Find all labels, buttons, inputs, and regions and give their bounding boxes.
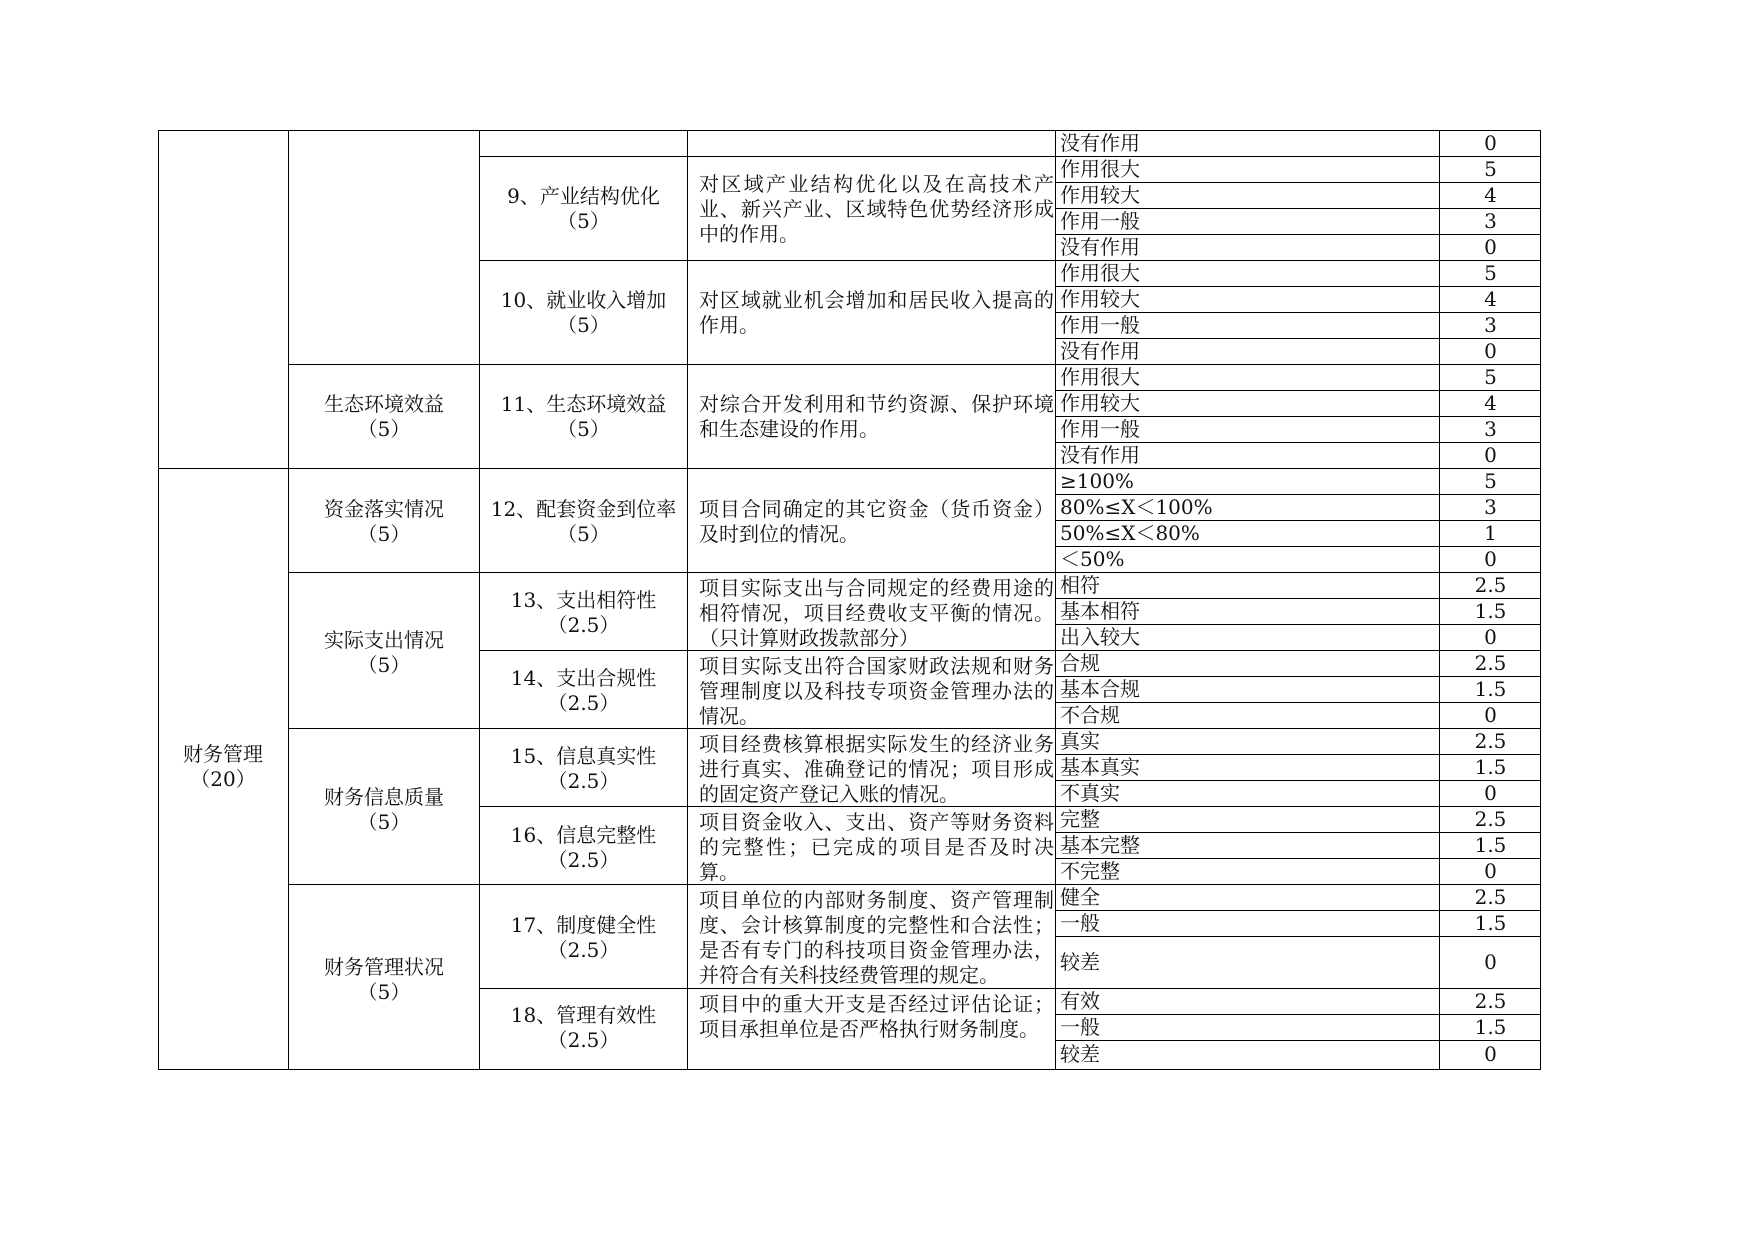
score-value: 0 <box>1484 859 1497 883</box>
option-label: 作用较大 <box>1060 183 1140 207</box>
option-label: 基本相符 <box>1060 599 1140 623</box>
indicator-description: 项目实际支出符合国家财政法规和财务管理制度以及科技专项资金管理办法的情况。 <box>699 654 1054 728</box>
indicator-weight: （5） <box>557 313 610 337</box>
indicator-description: 对区域就业机会增加和居民收入提高的作用。 <box>699 288 1054 337</box>
option-label: 没有作用 <box>1060 443 1140 467</box>
option-label: 作用一般 <box>1060 209 1140 233</box>
row-divider <box>1055 936 1541 937</box>
category-weight: （20） <box>190 767 256 791</box>
score-value: 3 <box>1484 417 1497 441</box>
option-label: ＜50% <box>1060 547 1125 571</box>
option-label: 基本合规 <box>1060 677 1140 701</box>
indicator-weight: （2.5） <box>547 848 620 872</box>
score-value: 0 <box>1484 625 1497 649</box>
score-value: 0 <box>1484 781 1497 805</box>
row-divider <box>288 468 480 469</box>
subcategory-weight: （5） <box>357 417 411 441</box>
option-label: 作用很大 <box>1060 157 1140 181</box>
score-value: 5 <box>1484 469 1497 493</box>
column-divider <box>288 130 289 1070</box>
indicator-description: 项目资金收入、支出、资产等财务资料的完整性；已完成的项目是否及时决算。 <box>699 810 1054 884</box>
subcategory-weight: （5） <box>357 810 411 834</box>
score-value: 1 <box>1484 521 1497 545</box>
subcategory-weight: （5） <box>357 653 411 677</box>
column-divider <box>687 130 688 1070</box>
indicator-name: 12、配套资金到位率 <box>490 497 677 521</box>
option-label: 相符 <box>1060 573 1100 597</box>
table-border <box>158 130 1541 131</box>
score-value: 0 <box>1484 339 1497 363</box>
option-label: 真实 <box>1060 729 1100 753</box>
row-divider <box>479 364 1056 365</box>
indicator-name: 9、产业结构优化 <box>507 184 660 208</box>
option-label: ≥100% <box>1060 469 1134 493</box>
score-value: 0 <box>1484 443 1497 467</box>
indicator-description: 项目实际支出与合同规定的经费用途的相符情况，项目经费收支平衡的情况。（只计算财政拨款部分） <box>699 576 1054 650</box>
option-label: 没有作用 <box>1060 131 1140 155</box>
option-label: 作用较大 <box>1060 287 1140 311</box>
indicator-weight: （2.5） <box>547 613 620 637</box>
option-label: 完整 <box>1060 807 1100 831</box>
score-value: 1.5 <box>1474 677 1507 701</box>
evaluation-table <box>158 130 1540 1069</box>
score-value: 4 <box>1484 391 1497 415</box>
subcategory-name: 资金落实情况 <box>324 497 444 521</box>
category-name: 财务管理 <box>183 742 263 766</box>
option-label: 较差 <box>1060 950 1100 974</box>
indicator-name: 18、管理有效性 <box>510 1003 657 1027</box>
option-label: 50%≤X＜80% <box>1060 521 1200 545</box>
indicator-weight: （5） <box>557 522 610 546</box>
indicator-name: 11、生态环境效益 <box>500 392 667 416</box>
score-value: 2.5 <box>1474 807 1507 831</box>
option-label: 没有作用 <box>1060 235 1140 259</box>
score-value: 5 <box>1484 157 1497 181</box>
score-value: 1.5 <box>1474 755 1507 779</box>
option-label: 不完整 <box>1060 859 1120 883</box>
score-value: 2.5 <box>1474 729 1507 753</box>
indicator-name: 17、制度健全性 <box>510 913 657 937</box>
score-value: 4 <box>1484 287 1497 311</box>
score-value: 1.5 <box>1474 911 1507 935</box>
row-divider <box>1055 1040 1541 1041</box>
column-divider <box>1055 130 1056 1070</box>
table-border <box>1540 130 1541 1070</box>
row-divider <box>158 468 289 469</box>
score-value: 0 <box>1484 950 1497 974</box>
table-border <box>158 130 159 1070</box>
row-divider <box>479 572 1056 573</box>
option-label: 基本完整 <box>1060 833 1140 857</box>
indicator-weight: （2.5） <box>547 938 620 962</box>
indicator-description: 对区域产业结构优化以及在高技术产业、新兴产业、区域特色优势经济形成中的作用。 <box>699 172 1054 246</box>
score-value: 3 <box>1484 495 1497 519</box>
indicator-name: 14、支出合规性 <box>510 666 657 690</box>
row-divider <box>479 468 1056 469</box>
score-value: 0 <box>1484 547 1497 571</box>
indicator-weight: （5） <box>557 417 610 441</box>
option-label: 出入较大 <box>1060 625 1140 649</box>
option-label: 作用很大 <box>1060 365 1140 389</box>
score-value: 1.5 <box>1474 1015 1507 1039</box>
option-label: 作用很大 <box>1060 261 1140 285</box>
row-divider <box>288 364 480 365</box>
score-value: 2.5 <box>1474 885 1507 909</box>
indicator-name: 16、信息完整性 <box>510 823 657 847</box>
score-value: 2.5 <box>1474 651 1507 675</box>
indicator-name: 10、就业收入增加 <box>500 288 667 312</box>
option-label: 80%≤X＜100% <box>1060 495 1213 519</box>
subcategory-weight: （5） <box>357 522 411 546</box>
score-value: 5 <box>1484 365 1497 389</box>
option-label: 没有作用 <box>1060 339 1140 363</box>
option-label: 基本真实 <box>1060 755 1140 779</box>
score-value: 1.5 <box>1474 599 1507 623</box>
option-label: 一般 <box>1060 1015 1100 1039</box>
subcategory-name: 生态环境效益 <box>324 392 444 416</box>
score-value: 1.5 <box>1474 833 1507 857</box>
score-value: 2.5 <box>1474 573 1507 597</box>
row-divider <box>288 728 480 729</box>
indicator-description: 项目单位的内部财务制度、资产管理制度、会计核算制度的完整性和合法性；是否有专门的科技项目资金管理办法，并符合有关科技经费管理的规定。 <box>699 888 1054 987</box>
score-value: 3 <box>1484 209 1497 233</box>
option-label: 合规 <box>1060 651 1100 675</box>
table-border <box>158 1069 1541 1070</box>
indicator-weight: （5） <box>557 209 610 233</box>
row-divider <box>288 884 480 885</box>
option-label: 作用较大 <box>1060 391 1140 415</box>
option-label: 作用一般 <box>1060 313 1140 337</box>
option-label: 作用一般 <box>1060 417 1140 441</box>
option-label: 不合规 <box>1060 703 1120 727</box>
column-divider <box>1439 130 1440 1070</box>
subcategory-name: 财务信息质量 <box>324 785 444 809</box>
indicator-description: 项目经费核算根据实际发生的经济业务进行真实、准确登记的情况；项目形成的固定资产登记入账的情况。 <box>699 732 1054 806</box>
score-value: 4 <box>1484 183 1497 207</box>
subcategory-name: 实际支出情况 <box>324 628 444 652</box>
indicator-weight: （2.5） <box>547 691 620 715</box>
option-label: 不真实 <box>1060 781 1120 805</box>
indicator-description: 项目中的重大开支是否经过评估论证；项目承担单位是否严格执行财务制度。 <box>699 992 1054 1041</box>
score-value: 0 <box>1484 1042 1497 1066</box>
indicator-weight: （2.5） <box>547 769 620 793</box>
row-divider <box>479 988 1056 989</box>
option-label: 较差 <box>1060 1042 1100 1066</box>
indicator-name: 13、支出相符性 <box>510 588 657 612</box>
option-label: 一般 <box>1060 911 1100 935</box>
score-value: 3 <box>1484 313 1497 337</box>
row-divider <box>479 260 1056 261</box>
score-value: 0 <box>1484 235 1497 259</box>
indicator-description: 项目合同确定的其它资金（货币资金）及时到位的情况。 <box>699 497 1054 546</box>
row-divider <box>288 572 480 573</box>
score-value: 2.5 <box>1474 989 1507 1013</box>
subcategory-weight: （5） <box>357 980 411 1004</box>
score-value: 5 <box>1484 261 1497 285</box>
indicator-description: 对综合开发利用和节约资源、保护环境和生态建设的作用。 <box>699 392 1054 441</box>
subcategory-name: 财务管理状况 <box>324 955 444 979</box>
option-label: 有效 <box>1060 989 1100 1013</box>
option-label: 健全 <box>1060 885 1100 909</box>
indicator-name: 15、信息真实性 <box>510 744 657 768</box>
row-divider <box>479 156 1056 157</box>
score-value: 0 <box>1484 703 1497 727</box>
score-value: 0 <box>1484 131 1497 155</box>
indicator-weight: （2.5） <box>547 1028 620 1052</box>
